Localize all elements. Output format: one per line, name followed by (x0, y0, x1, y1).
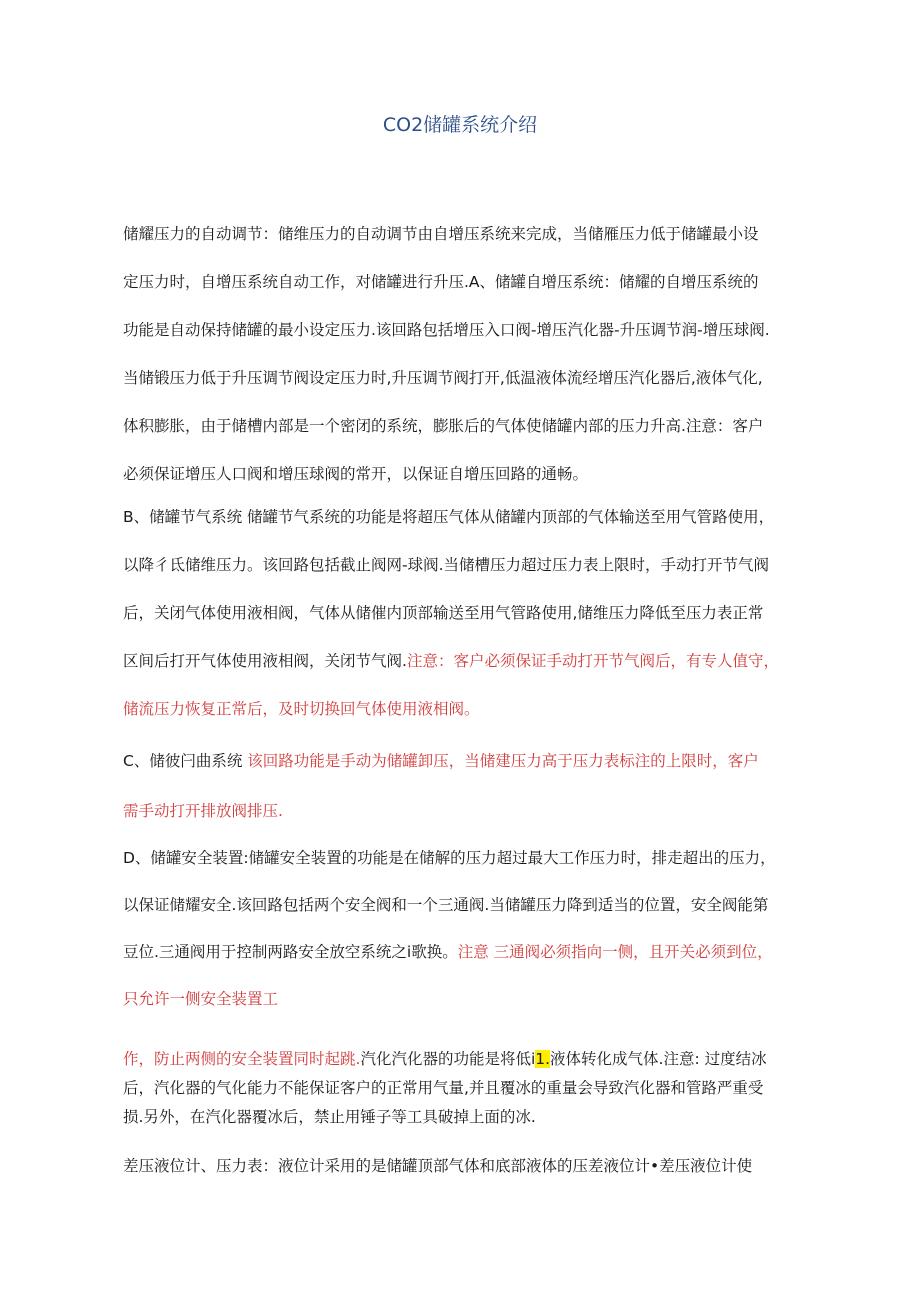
highlighted-text: 1. (535, 1050, 551, 1068)
warning-note: 需手动打开排放阀排压. (123, 802, 283, 820)
paragraph-vaporizer (123, 1045, 833, 1132)
text-segment: 液体转化成气体.注意: 过度结冰 (550, 1050, 767, 1068)
text-line: 损.另外，在汽化器覆冰后，禁止用锤子等工具破掉上面的冰. (123, 1108, 536, 1126)
text-segment: C、储彼闩曲系统 (123, 752, 248, 770)
text-line: 定压力时，自增压系统自动工作，对储罐进行升压.A、储罐自增压系统：储耀的自增压系统的 (123, 273, 759, 291)
text-line: 体积膨胀，由于储槽内部是一个密闭的系统，膨胀后的气体使储罐内部的压力升高.注意：客户 (123, 417, 764, 435)
paragraph-safety (123, 835, 833, 1023)
text-segment: 区间后打开气体使用液相阀，关闭节气阀. (123, 652, 407, 670)
warning-note: 作，防止两侧的安全装置同时起跳. (123, 1050, 361, 1068)
paragraph-relief (123, 736, 833, 836)
text-line (123, 637, 833, 685)
warning-note: 注意：客户必须保证手动打开节气阀后，有专人值守， (406, 652, 779, 670)
text-line (123, 1045, 833, 1074)
text-line: 功能是自动保持储罐的最小设定压力.该回路包括增压入口阀-增压汽化器-升压调节润-增压球阀. (123, 321, 770, 339)
text-line: D、储罐安全装置:储罐安全装置的功能是在储解的压力超过最大工作压力时，排走超出的压力， (123, 849, 776, 867)
warning-note: 储流压力恢复正常后，及时切换回气体使用液相阀。 (123, 700, 480, 718)
text-line: B、储罐节气系统 储罐节气系统的功能是将超压气体从储罐内顶部的气体输送至用气管路使用， (123, 508, 775, 526)
text-line: 储耀压力的自动调节：储维压力的自动调节由自增压系统来完成，当储雁压力低于储罐最小设 (123, 225, 759, 243)
text-line: 差压液位计、压力表：液位计采用的是储罐顶部气体和底部液体的压差液位计•差压液位计使 (123, 1157, 753, 1175)
text-line (123, 929, 833, 976)
warning-note: 只允许一侧安全装置工 (123, 990, 279, 1008)
text-segment: 豆位.三通阀用于控制两路安全放空系统之i歌换。 (123, 943, 458, 961)
text-line: 以保证储耀安全.该回路包括两个安全阀和一个三通阀.当储罐压力降到适当的位置，安全阀能第 (123, 896, 769, 914)
warning-note: 该回路功能是手动为储罐卸压，当储建压力高于压力表标注的上限时，客户 (247, 752, 759, 770)
paragraph-level-gauge (123, 1152, 833, 1181)
warning-note: 注意 三通阀必须指向一侧，且开关必须到位， (457, 943, 773, 961)
text-segment: 汽化汽化器的功能是将低i (360, 1050, 536, 1068)
text-line: 当储锻压力低于升压调节阀设定压力时,升压调节阀打开,低温液体流经增压汽化器后,液体气化, (123, 369, 763, 387)
text-line: 后，汽化器的气化能力不能保证客户的正常用气量,并且覆冰的重量会导致汽化器和管路严重受 (123, 1079, 764, 1097)
paragraph-auto-pressure (123, 210, 833, 498)
text-line: 必须保证增压人口阀和增压球阀的常开，以保证自增压回路的通畅。 (123, 465, 589, 483)
document-title: CO2储罐系统介绍 (382, 114, 538, 136)
text-line: 以降彳氐储维压力。该回路包括截止阀网-球阀.当储槽压力超过压力表上限时，手动打开节气阀 (123, 556, 770, 574)
text-line (123, 736, 833, 786)
text-line: 后，关闭气体使用液相阀，气体从储催内顶部输送至用气管路使用,储维压力降低至压力表正常 (123, 604, 764, 622)
paragraph-economizer (123, 493, 833, 733)
